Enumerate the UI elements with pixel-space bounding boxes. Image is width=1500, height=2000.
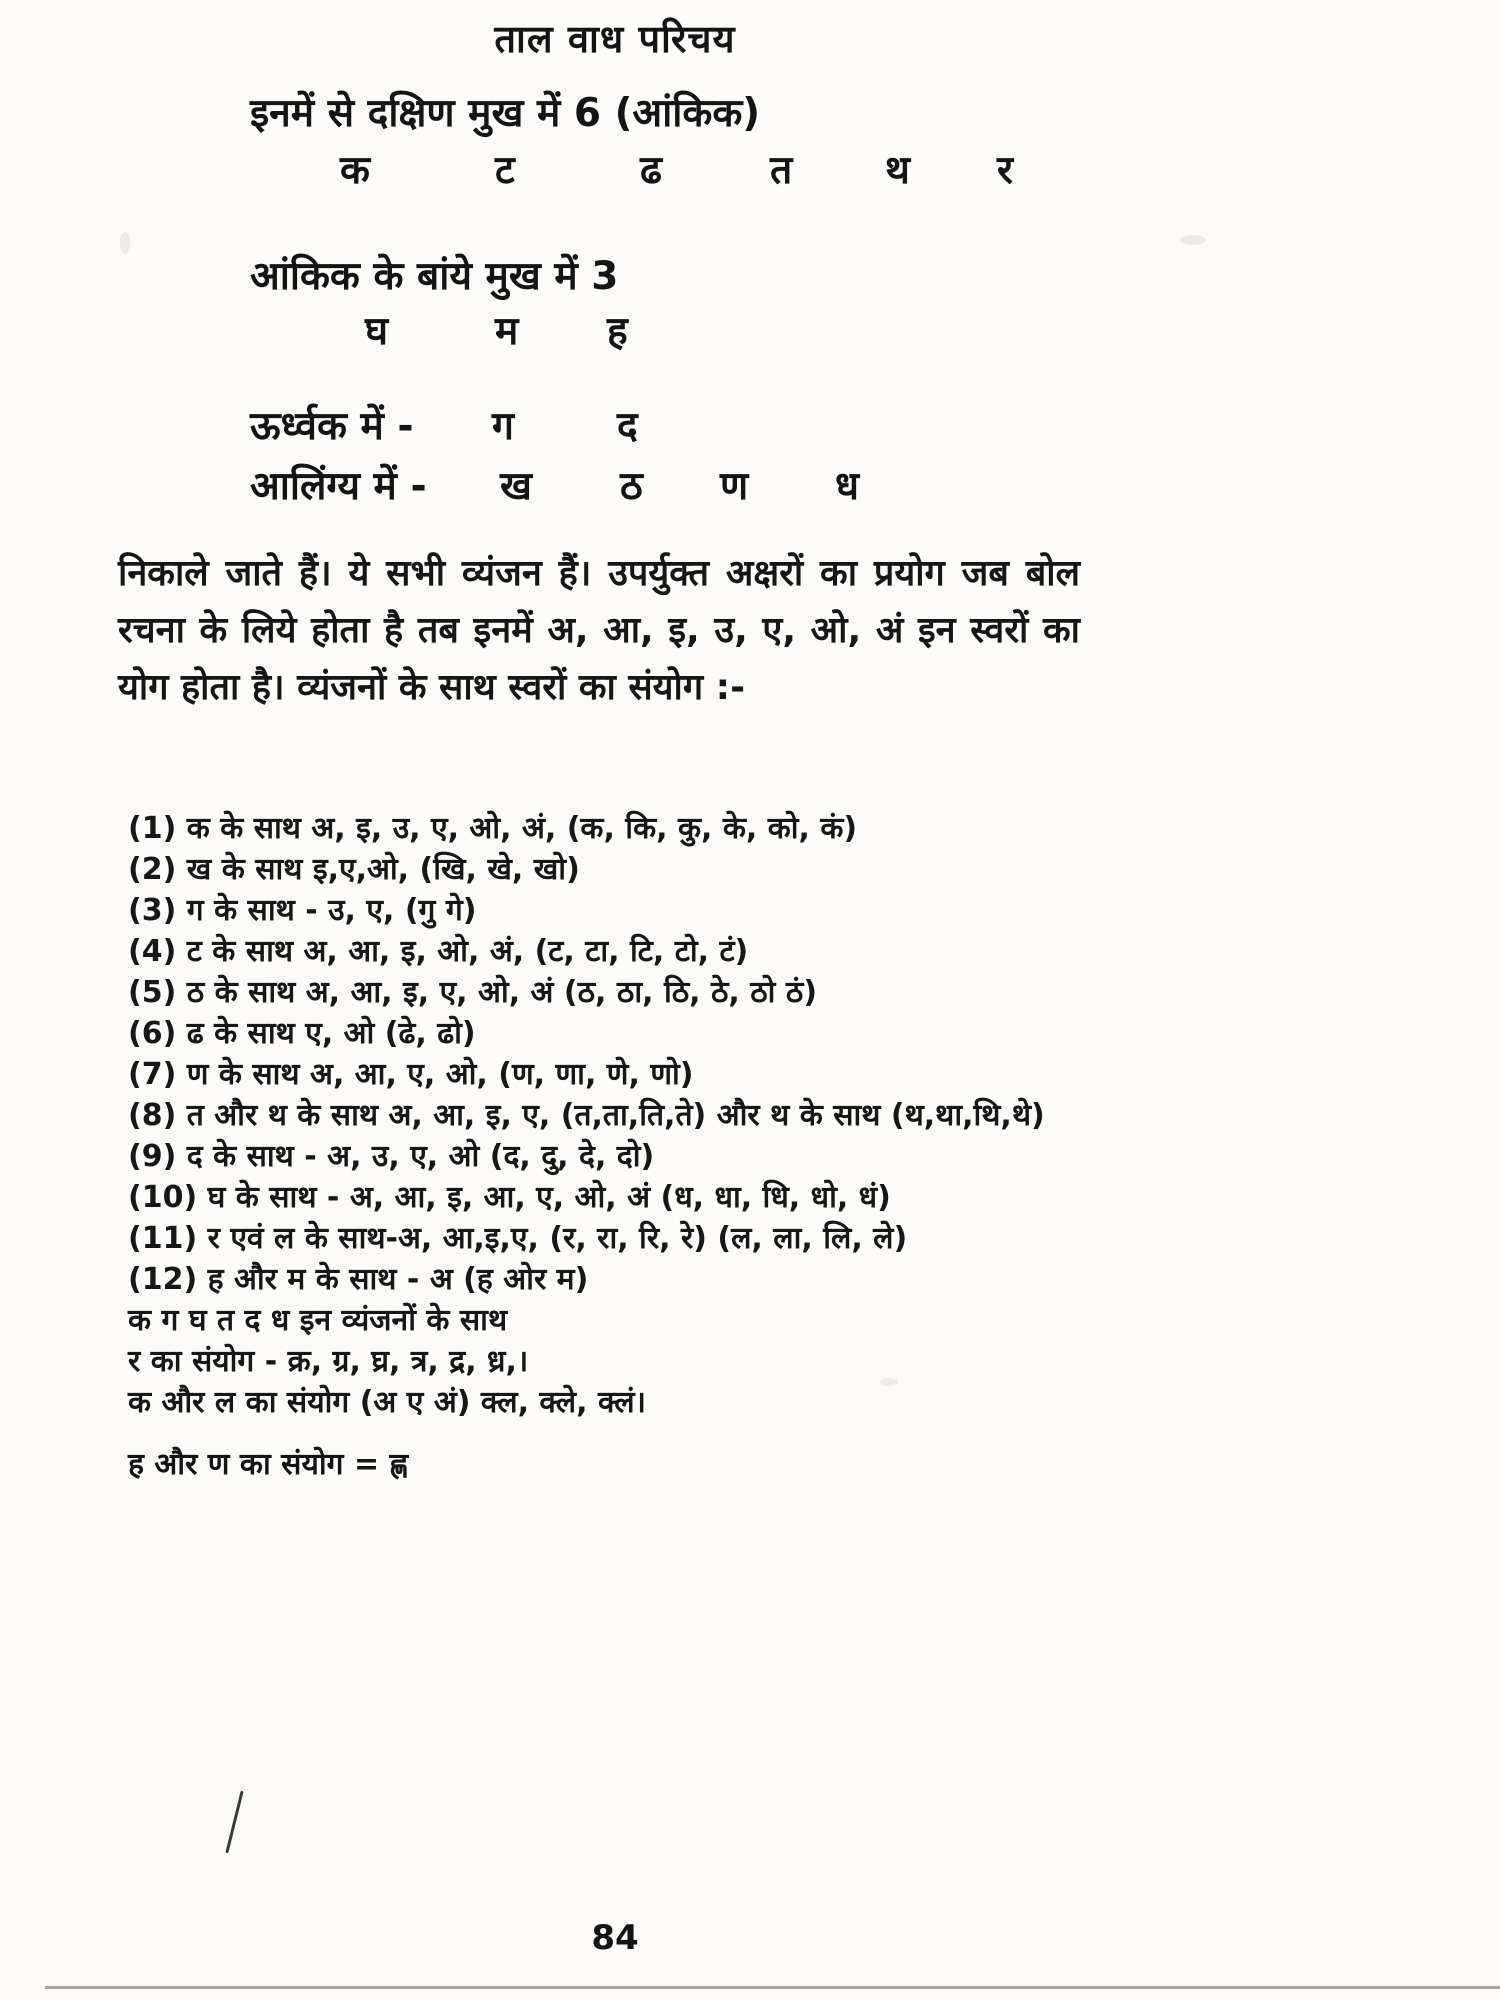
- letter: ट: [495, 148, 515, 193]
- list-item: (11) र एवं ल के साथ-अ, आ,इ,ए, (र, रा, रि, रे) (ल, ला, लि, ले): [128, 1221, 908, 1256]
- letter: त: [770, 148, 793, 193]
- letter: ढ: [640, 148, 662, 193]
- left-face-heading: आंकिक के बांये मुख में 3: [250, 254, 619, 299]
- page-title: ताल वाध परिचय: [494, 17, 736, 61]
- alingya-label: आलिंग्य में -: [250, 464, 427, 509]
- south-face-letter-row: [340, 142, 1013, 195]
- list-item: र का संयोग - क्र, ग्र, घ्र, त्र, द्र, ध्र,।: [128, 1344, 529, 1379]
- letter: थ: [885, 148, 910, 193]
- letter: ह: [607, 309, 628, 354]
- letter: द: [617, 404, 638, 449]
- list-item: (3) ग के साथ - उ, ए, (गु गे): [128, 893, 477, 928]
- letter: घ: [365, 309, 389, 354]
- letter: ण: [720, 464, 749, 509]
- list-item: (10) घ के साथ - अ, आ, इ, आ, ए, ओ, अं (ध, धा, धि, धो, धं): [128, 1180, 891, 1215]
- combination-list: [128, 808, 1448, 1423]
- list-item: (9) द के साथ - अ, उ, ए, ओ (द, दु, दे, दो): [128, 1139, 655, 1174]
- list-item: (1) क के साथ अ, इ, उ, ए, ओ, अं, (क, कि, कु, के, को, कं): [128, 811, 858, 846]
- list-item: (4) ट के साथ अ, आ, इ, ओ, अं, (ट, टा, टि, टो, टं): [128, 934, 749, 969]
- urdhvak-label: ऊर्ध्वक में -: [250, 404, 414, 449]
- south-face-heading: इनमें से दक्षिण मुख में 6 (आंकिक): [250, 91, 761, 136]
- scan-edge-artifact: [45, 1986, 1500, 1989]
- list-item: (7) ण के साथ अ, आ, ए, ओ, (ण, णा, णे, णो): [128, 1057, 694, 1092]
- scan-smudge: [1180, 235, 1206, 245]
- body-paragraph: निकाले जाते हैं। ये सभी व्यंजन हैं। उपर्युक्त अक्षरों का प्रयोग जब बोल रचना के लिये होता है तब इनमें अ, आ, इ, उ, ए, ओ, अं इन स्वरों का योग होता है। व्यंजनों के साथ स्वरों का संयोग :-: [118, 553, 1080, 708]
- letter: र: [997, 148, 1013, 193]
- alingya-row: [250, 458, 859, 511]
- page-number: 84: [591, 1918, 639, 1958]
- left-face-letter-row: [365, 303, 628, 356]
- urdhvak-row: [250, 398, 638, 451]
- letter: ठ: [620, 464, 643, 509]
- list-item: (8) त और थ के साथ अ, आ, इ, ए, (त,ता,ति,ते) और थ के साथ (थ,था,थि,थे): [128, 1098, 1045, 1133]
- letter: क: [340, 148, 370, 193]
- scan-smudge: [880, 1378, 898, 1386]
- pen-mark: [225, 1791, 243, 1854]
- list-item: (2) ख के साथ इ,ए,ओ, (खि, खे, खो): [128, 852, 580, 887]
- letter: ग: [492, 404, 514, 449]
- list-item: (12) ह और म के साथ - अ (ह ओर म): [128, 1262, 589, 1297]
- letter: म: [495, 309, 519, 354]
- letter: ख: [500, 464, 532, 509]
- list-item: (5) ठ के साथ अ, आ, इ, ए, ओ, अं (ठ, ठा, ठि, ठे, ठो ठं): [128, 975, 818, 1010]
- list-item: (6) ढ के साथ ए, ओ (ढे, ढो): [128, 1016, 476, 1051]
- list-item: क ग घ त द ध इन व्यंजनों के साथ: [128, 1303, 508, 1338]
- list-item: क और ल का संयोग (अ ए अं) क्ल, क्ले, क्लं।: [128, 1385, 647, 1420]
- closing-line: ह और ण का संयोग = ह्ण: [128, 1447, 409, 1482]
- letter: ध: [835, 464, 859, 509]
- scan-smudge: [120, 232, 130, 254]
